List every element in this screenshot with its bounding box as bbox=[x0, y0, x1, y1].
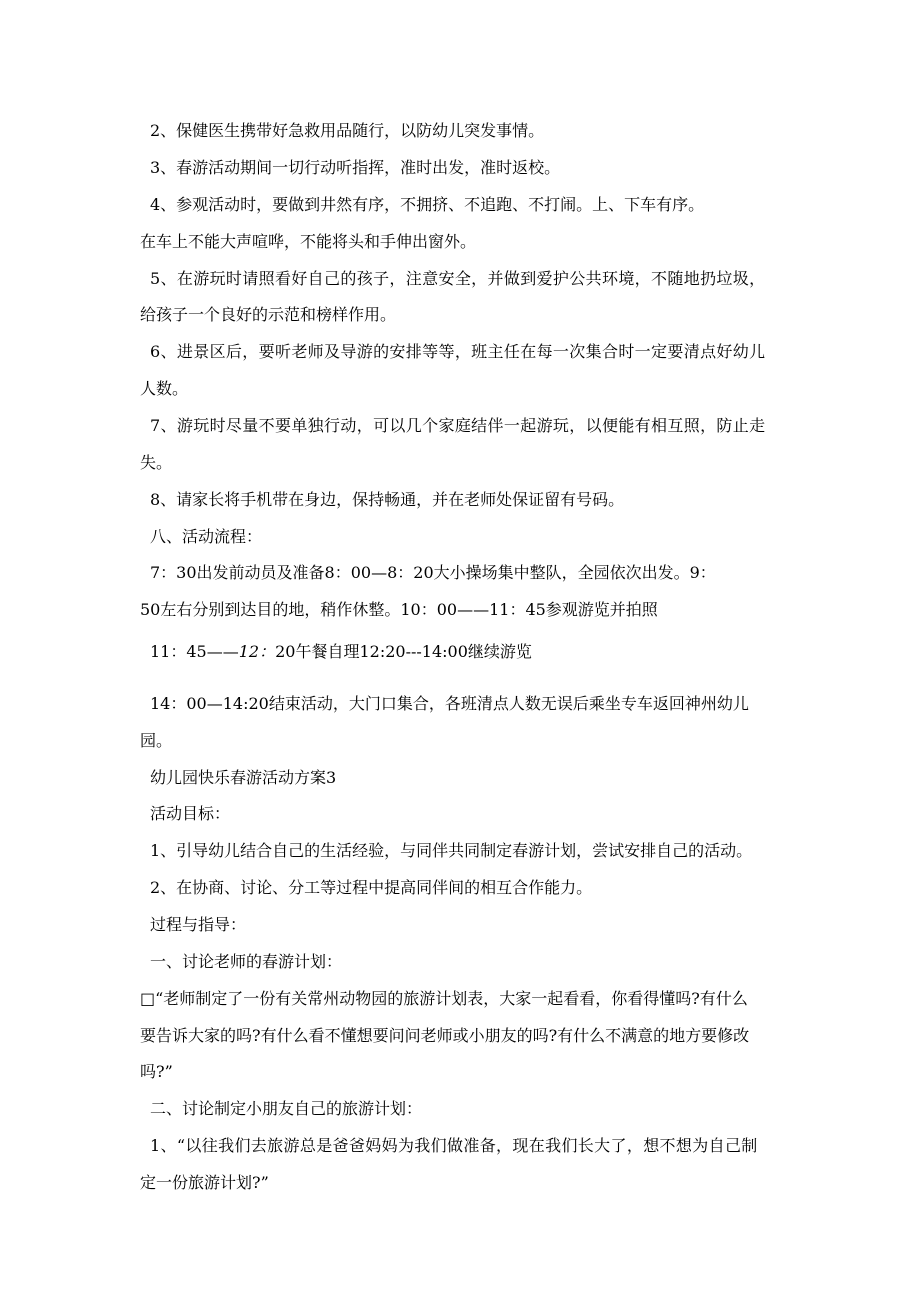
paragraph-line: 1、引导幼儿结合自己的生活经验，与同伴共同制定春游计划，尝试安排自己的活动。 bbox=[150, 841, 753, 860]
schedule-line bbox=[150, 642, 532, 662]
paragraph-line: 4、参观活动时，要做到井然有序，不拥挤、不追跑、不打闹。上、下车有序。 bbox=[150, 195, 705, 214]
paragraph-line: 要告诉大家的吗?有什么看不懂想要问问老师或小朋友的吗?有什么不满意的地方要修改 bbox=[140, 1026, 750, 1045]
paragraph-line: 给孩子一个良好的示范和榜样作用。 bbox=[140, 305, 397, 324]
paragraph-line: 1、“以往我们去旅游总是爸爸妈妈为我们做准备，现在我们长大了，想不想为自己制 bbox=[150, 1136, 758, 1155]
paragraph-line: 定一份旅游计划?” bbox=[140, 1173, 269, 1192]
paragraph-line: 吗?” bbox=[140, 1062, 173, 1081]
paragraph-line: 6、进景区后，要听老师及导游的安排等等，班主任在每一次集合时一定要清点好幼儿 bbox=[150, 342, 766, 361]
paragraph-line: 3、春游活动期间一切行动听指挥，准时出发，准时返校。 bbox=[150, 158, 561, 177]
paragraph-line: 50左右分别到达目的地，稍作休整。10：00——11：45参观游览并拍照 bbox=[140, 600, 658, 619]
paragraph-line: 2、保健医生携带好急救用品随行，以防幼儿突发事情。 bbox=[150, 121, 545, 140]
paragraph-line: 在车上不能大声喧哗，不能将头和手伸出窗外。 bbox=[140, 232, 477, 251]
section-heading: 过程与指导： bbox=[150, 915, 247, 934]
paragraph-line: 失。 bbox=[140, 453, 173, 472]
paragraph-line: 人数。 bbox=[140, 379, 189, 398]
section-heading: 一、讨论老师的春游计划： bbox=[150, 952, 343, 971]
paragraph-line: 8、请家长将手机带在身边，保持畅通，并在老师处保证留有号码。 bbox=[150, 490, 625, 509]
schedule-time-start: 11：45—— bbox=[150, 642, 239, 661]
section-heading: 八、活动流程： bbox=[150, 527, 263, 546]
paragraph-line: 园。 bbox=[140, 731, 173, 750]
section-title: 幼儿园快乐春游活动方案3 bbox=[150, 768, 337, 787]
paragraph-line: 2、在协商、讨论、分工等过程中提高同伴间的相互合作能力。 bbox=[150, 878, 593, 897]
paragraph-line: 5、在游玩时请照看好自己的孩子，注意安全，并做到爱护公共环境，不随地扔垃圾， bbox=[150, 269, 766, 288]
schedule-time-italic: 12： bbox=[238, 642, 276, 661]
section-heading: 二、讨论制定小朋友自己的旅游计划： bbox=[150, 1099, 423, 1118]
paragraph-line: □“老师制定了一份有关常州动物园的旅游计划表，大家一起看看，你看得懂吗?有什么 bbox=[140, 989, 748, 1008]
paragraph-line: 7、游玩时尽量不要单独行动，可以几个家庭结伴一起游玩，以便能有相互照，防止走 bbox=[150, 416, 766, 435]
section-heading: 活动目标： bbox=[150, 804, 231, 823]
paragraph-line: 7：30出发前动员及准备8：00—8：20大小操场集中整队，全园依次出发。9： bbox=[150, 563, 716, 582]
schedule-time-rest: 20午餐自理12:20---14:00继续游览 bbox=[275, 642, 532, 661]
paragraph-line: 14：00—14:20结束活动，大门口集合，各班清点人数无误后乘坐专车返回神州幼儿 bbox=[150, 694, 749, 713]
